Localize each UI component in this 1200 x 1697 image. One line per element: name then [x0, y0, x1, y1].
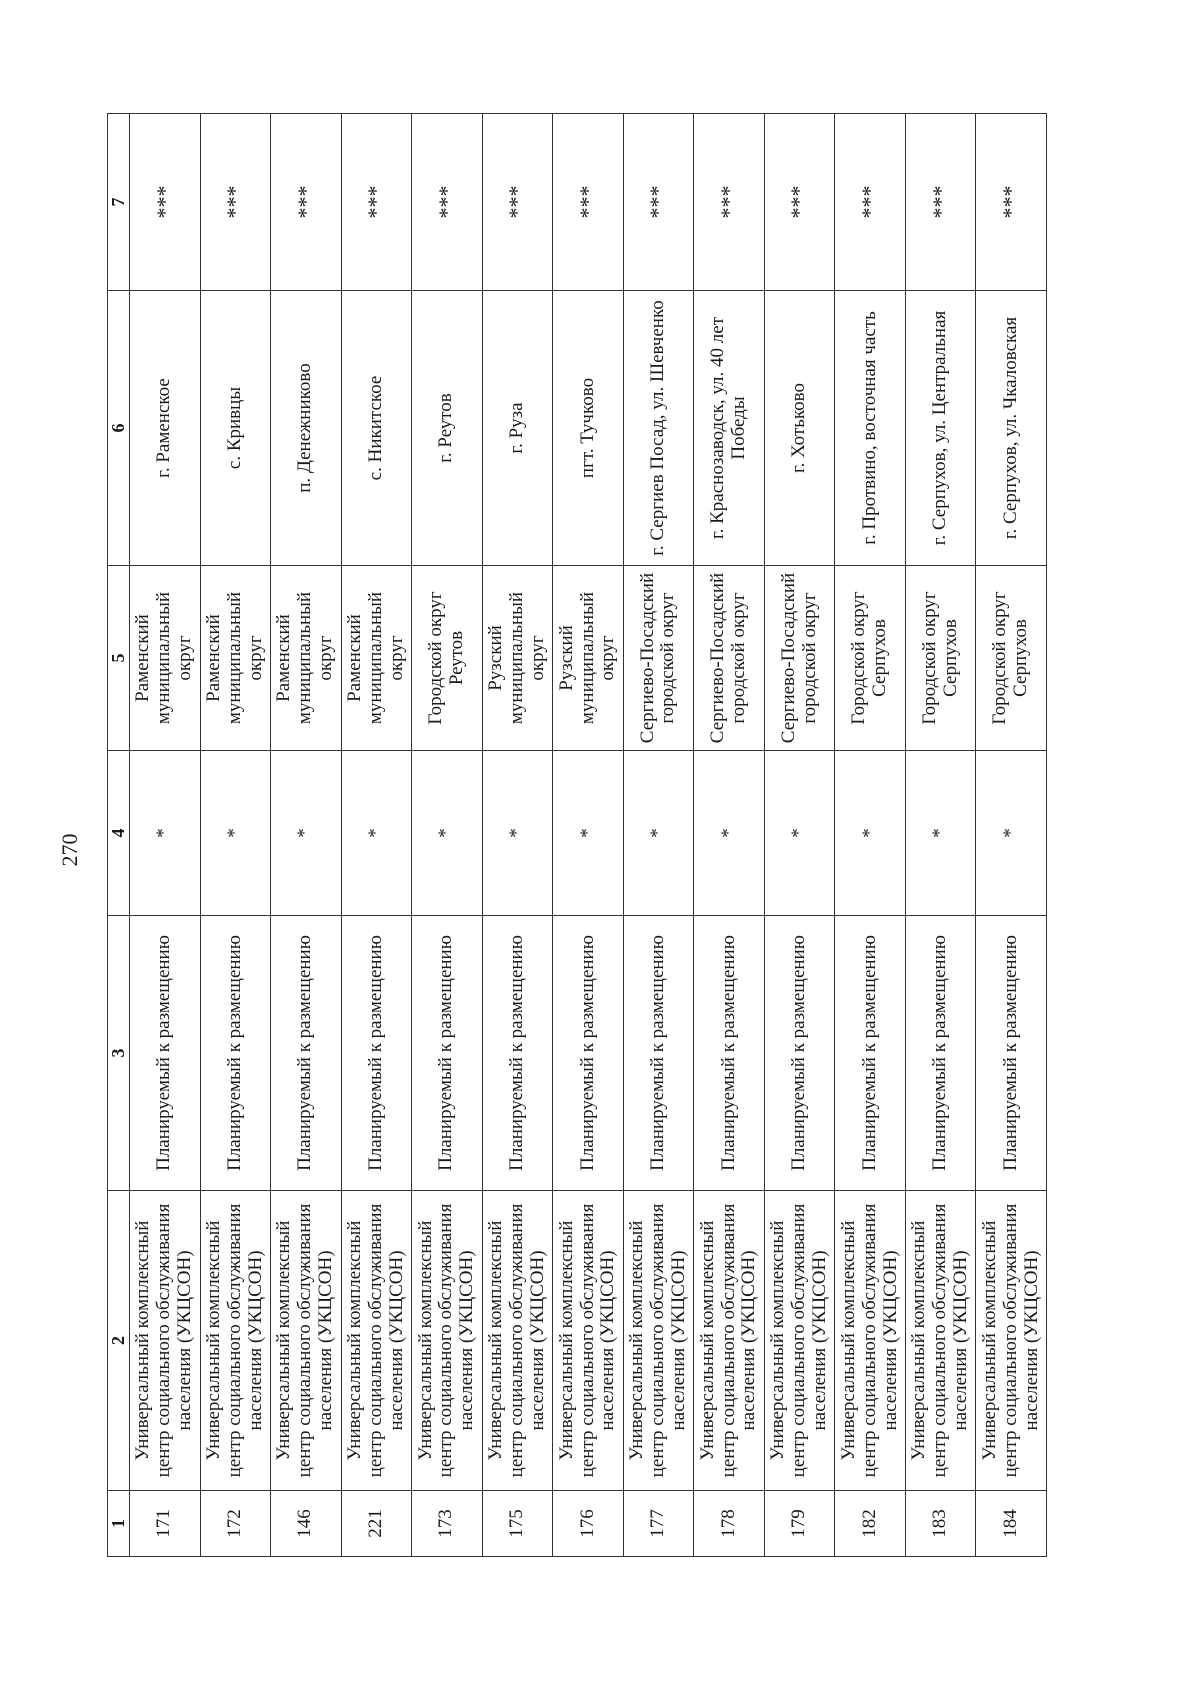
column-header: 7	[108, 114, 130, 291]
district-cell: Раменский муниципальный округ	[200, 566, 271, 751]
column-header: 5	[108, 566, 130, 751]
marker-cell: *	[553, 751, 624, 916]
status-cell: Планируемый к размещению	[976, 916, 1047, 1191]
facility-name-cell: Универсальный комплексный центр социального обслуживания населения (УКЦСОН)	[764, 1191, 835, 1491]
note-cell: ***	[623, 114, 694, 291]
location-cell: г. Реутов	[412, 291, 483, 566]
status-cell: Планируемый к размещению	[271, 916, 342, 1191]
marker-cell: *	[130, 751, 201, 916]
marker-cell: *	[905, 751, 976, 916]
table-row	[905, 114, 976, 1557]
table-row	[764, 114, 835, 1557]
note-cell: ***	[271, 114, 342, 291]
table-row	[200, 114, 271, 1557]
facility-name-cell: Универсальный комплексный центр социального обслуживания населения (УКЦСОН)	[200, 1191, 271, 1491]
status-cell: Планируемый к размещению	[130, 916, 201, 1191]
location-cell: пгт. Тучково	[553, 291, 624, 566]
location-cell: г. Сергиев Посад, ул. Шевченко	[623, 291, 694, 566]
column-header: 6	[108, 291, 130, 566]
column-header: 4	[108, 751, 130, 916]
row-number-cell: 178	[694, 1491, 765, 1557]
note-cell: ***	[553, 114, 624, 291]
marker-cell: *	[271, 751, 342, 916]
district-cell: Городской округ Серпухов	[835, 566, 906, 751]
header-row	[108, 114, 130, 1557]
table-row	[553, 114, 624, 1557]
facility-name-cell: Универсальный комплексный центр социального обслуживания населения (УКЦСОН)	[130, 1191, 201, 1491]
district-cell: Раменский муниципальный округ	[341, 566, 412, 751]
marker-cell: *	[976, 751, 1047, 916]
facility-name-cell: Универсальный комплексный центр социального обслуживания населения (УКЦСОН)	[271, 1191, 342, 1491]
facility-name-cell: Универсальный комплексный центр социального обслуживания населения (УКЦСОН)	[835, 1191, 906, 1491]
row-number-cell: 183	[905, 1491, 976, 1557]
page-number: 270	[57, 833, 82, 867]
facility-name-cell: Универсальный комплексный центр социального обслуживания населения (УКЦСОН)	[694, 1191, 765, 1491]
table-row	[976, 114, 1047, 1557]
row-number-cell: 184	[976, 1491, 1047, 1557]
table-row	[623, 114, 694, 1557]
note-cell: ***	[976, 114, 1047, 291]
location-cell: г. Краснозаводск, ул. 40 лет Победы	[694, 291, 765, 566]
row-number-cell: 179	[764, 1491, 835, 1557]
location-cell: г. Раменское	[130, 291, 201, 566]
row-number-cell: 175	[482, 1491, 553, 1557]
status-cell: Планируемый к размещению	[694, 916, 765, 1191]
facility-name-cell: Универсальный комплексный центр социального обслуживания населения (УКЦСОН)	[482, 1191, 553, 1491]
table-row	[412, 114, 483, 1557]
table-body	[130, 114, 1047, 1557]
facility-name-cell: Универсальный комплексный центр социального обслуживания населения (УКЦСОН)	[905, 1191, 976, 1491]
marker-cell: *	[482, 751, 553, 916]
district-cell: Раменский муниципальный округ	[130, 566, 201, 751]
table-row	[835, 114, 906, 1557]
facility-name-cell: Универсальный комплексный центр социального обслуживания населения (УКЦСОН)	[553, 1191, 624, 1491]
status-cell: Планируемый к размещению	[482, 916, 553, 1191]
note-cell: ***	[835, 114, 906, 291]
column-header: 1	[108, 1491, 130, 1557]
row-number-cell: 176	[553, 1491, 624, 1557]
location-cell: г. Руза	[482, 291, 553, 566]
note-cell: ***	[764, 114, 835, 291]
note-cell: ***	[694, 114, 765, 291]
location-cell: с. Никитское	[341, 291, 412, 566]
status-cell: Планируемый к размещению	[835, 916, 906, 1191]
district-cell: Раменский муниципальный округ	[271, 566, 342, 751]
status-cell: Планируемый к размещению	[412, 916, 483, 1191]
district-cell: Сергиево-Посадский городской округ	[623, 566, 694, 751]
marker-cell: *	[623, 751, 694, 916]
note-cell: ***	[482, 114, 553, 291]
location-cell: г. Хотьково	[764, 291, 835, 566]
marker-cell: *	[835, 751, 906, 916]
table-row	[694, 114, 765, 1557]
marker-cell: *	[341, 751, 412, 916]
location-cell: г. Серпухов, ул. Чкаловская	[976, 291, 1047, 566]
status-cell: Планируемый к размещению	[341, 916, 412, 1191]
status-cell: Планируемый к размещению	[553, 916, 624, 1191]
district-cell: Городской округ Серпухов	[976, 566, 1047, 751]
note-cell: ***	[412, 114, 483, 291]
table-row	[482, 114, 553, 1557]
facility-name-cell: Универсальный комплексный центр социального обслуживания населения (УКЦСОН)	[976, 1191, 1047, 1491]
column-header: 3	[108, 916, 130, 1191]
status-cell: Планируемый к размещению	[905, 916, 976, 1191]
row-number-cell: 172	[200, 1491, 271, 1557]
marker-cell: *	[200, 751, 271, 916]
status-cell: Планируемый к размещению	[623, 916, 694, 1191]
note-cell: ***	[200, 114, 271, 291]
table-row	[341, 114, 412, 1557]
district-cell: Сергиево-Посадский городской округ	[764, 566, 835, 751]
row-number-cell: 177	[623, 1491, 694, 1557]
facility-name-cell: Универсальный комплексный центр социального обслуживания населения (УКЦСОН)	[623, 1191, 694, 1491]
location-cell: г. Серпухов, ул. Центральная	[905, 291, 976, 566]
facilities-table	[107, 113, 1047, 1557]
column-header: 2	[108, 1191, 130, 1491]
note-cell: ***	[905, 114, 976, 291]
status-cell: Планируемый к размещению	[764, 916, 835, 1191]
district-cell: Рузский муниципальный округ	[553, 566, 624, 751]
row-number-cell: 221	[341, 1491, 412, 1557]
note-cell: ***	[341, 114, 412, 291]
district-cell: Сергиево-Посадский городской округ	[694, 566, 765, 751]
district-cell: Городской округ Реутов	[412, 566, 483, 751]
location-cell: г. Протвино, восточная часть	[835, 291, 906, 566]
location-cell: п. Денежниково	[271, 291, 342, 566]
facility-name-cell: Универсальный комплексный центр социального обслуживания населения (УКЦСОН)	[412, 1191, 483, 1491]
status-cell: Планируемый к размещению	[200, 916, 271, 1191]
marker-cell: *	[764, 751, 835, 916]
row-number-cell: 146	[271, 1491, 342, 1557]
row-number-cell: 171	[130, 1491, 201, 1557]
table-row	[130, 114, 201, 1557]
location-cell: с. Кривцы	[200, 291, 271, 566]
district-cell: Рузский муниципальный округ	[482, 566, 553, 751]
row-number-cell: 173	[412, 1491, 483, 1557]
marker-cell: *	[412, 751, 483, 916]
rotated-table-wrapper	[107, 114, 1047, 1557]
facility-name-cell: Универсальный комплексный центр социального обслуживания населения (УКЦСОН)	[341, 1191, 412, 1491]
row-number-cell: 182	[835, 1491, 906, 1557]
marker-cell: *	[694, 751, 765, 916]
district-cell: Городской округ Серпухов	[905, 566, 976, 751]
note-cell: ***	[130, 114, 201, 291]
table-row	[271, 114, 342, 1557]
